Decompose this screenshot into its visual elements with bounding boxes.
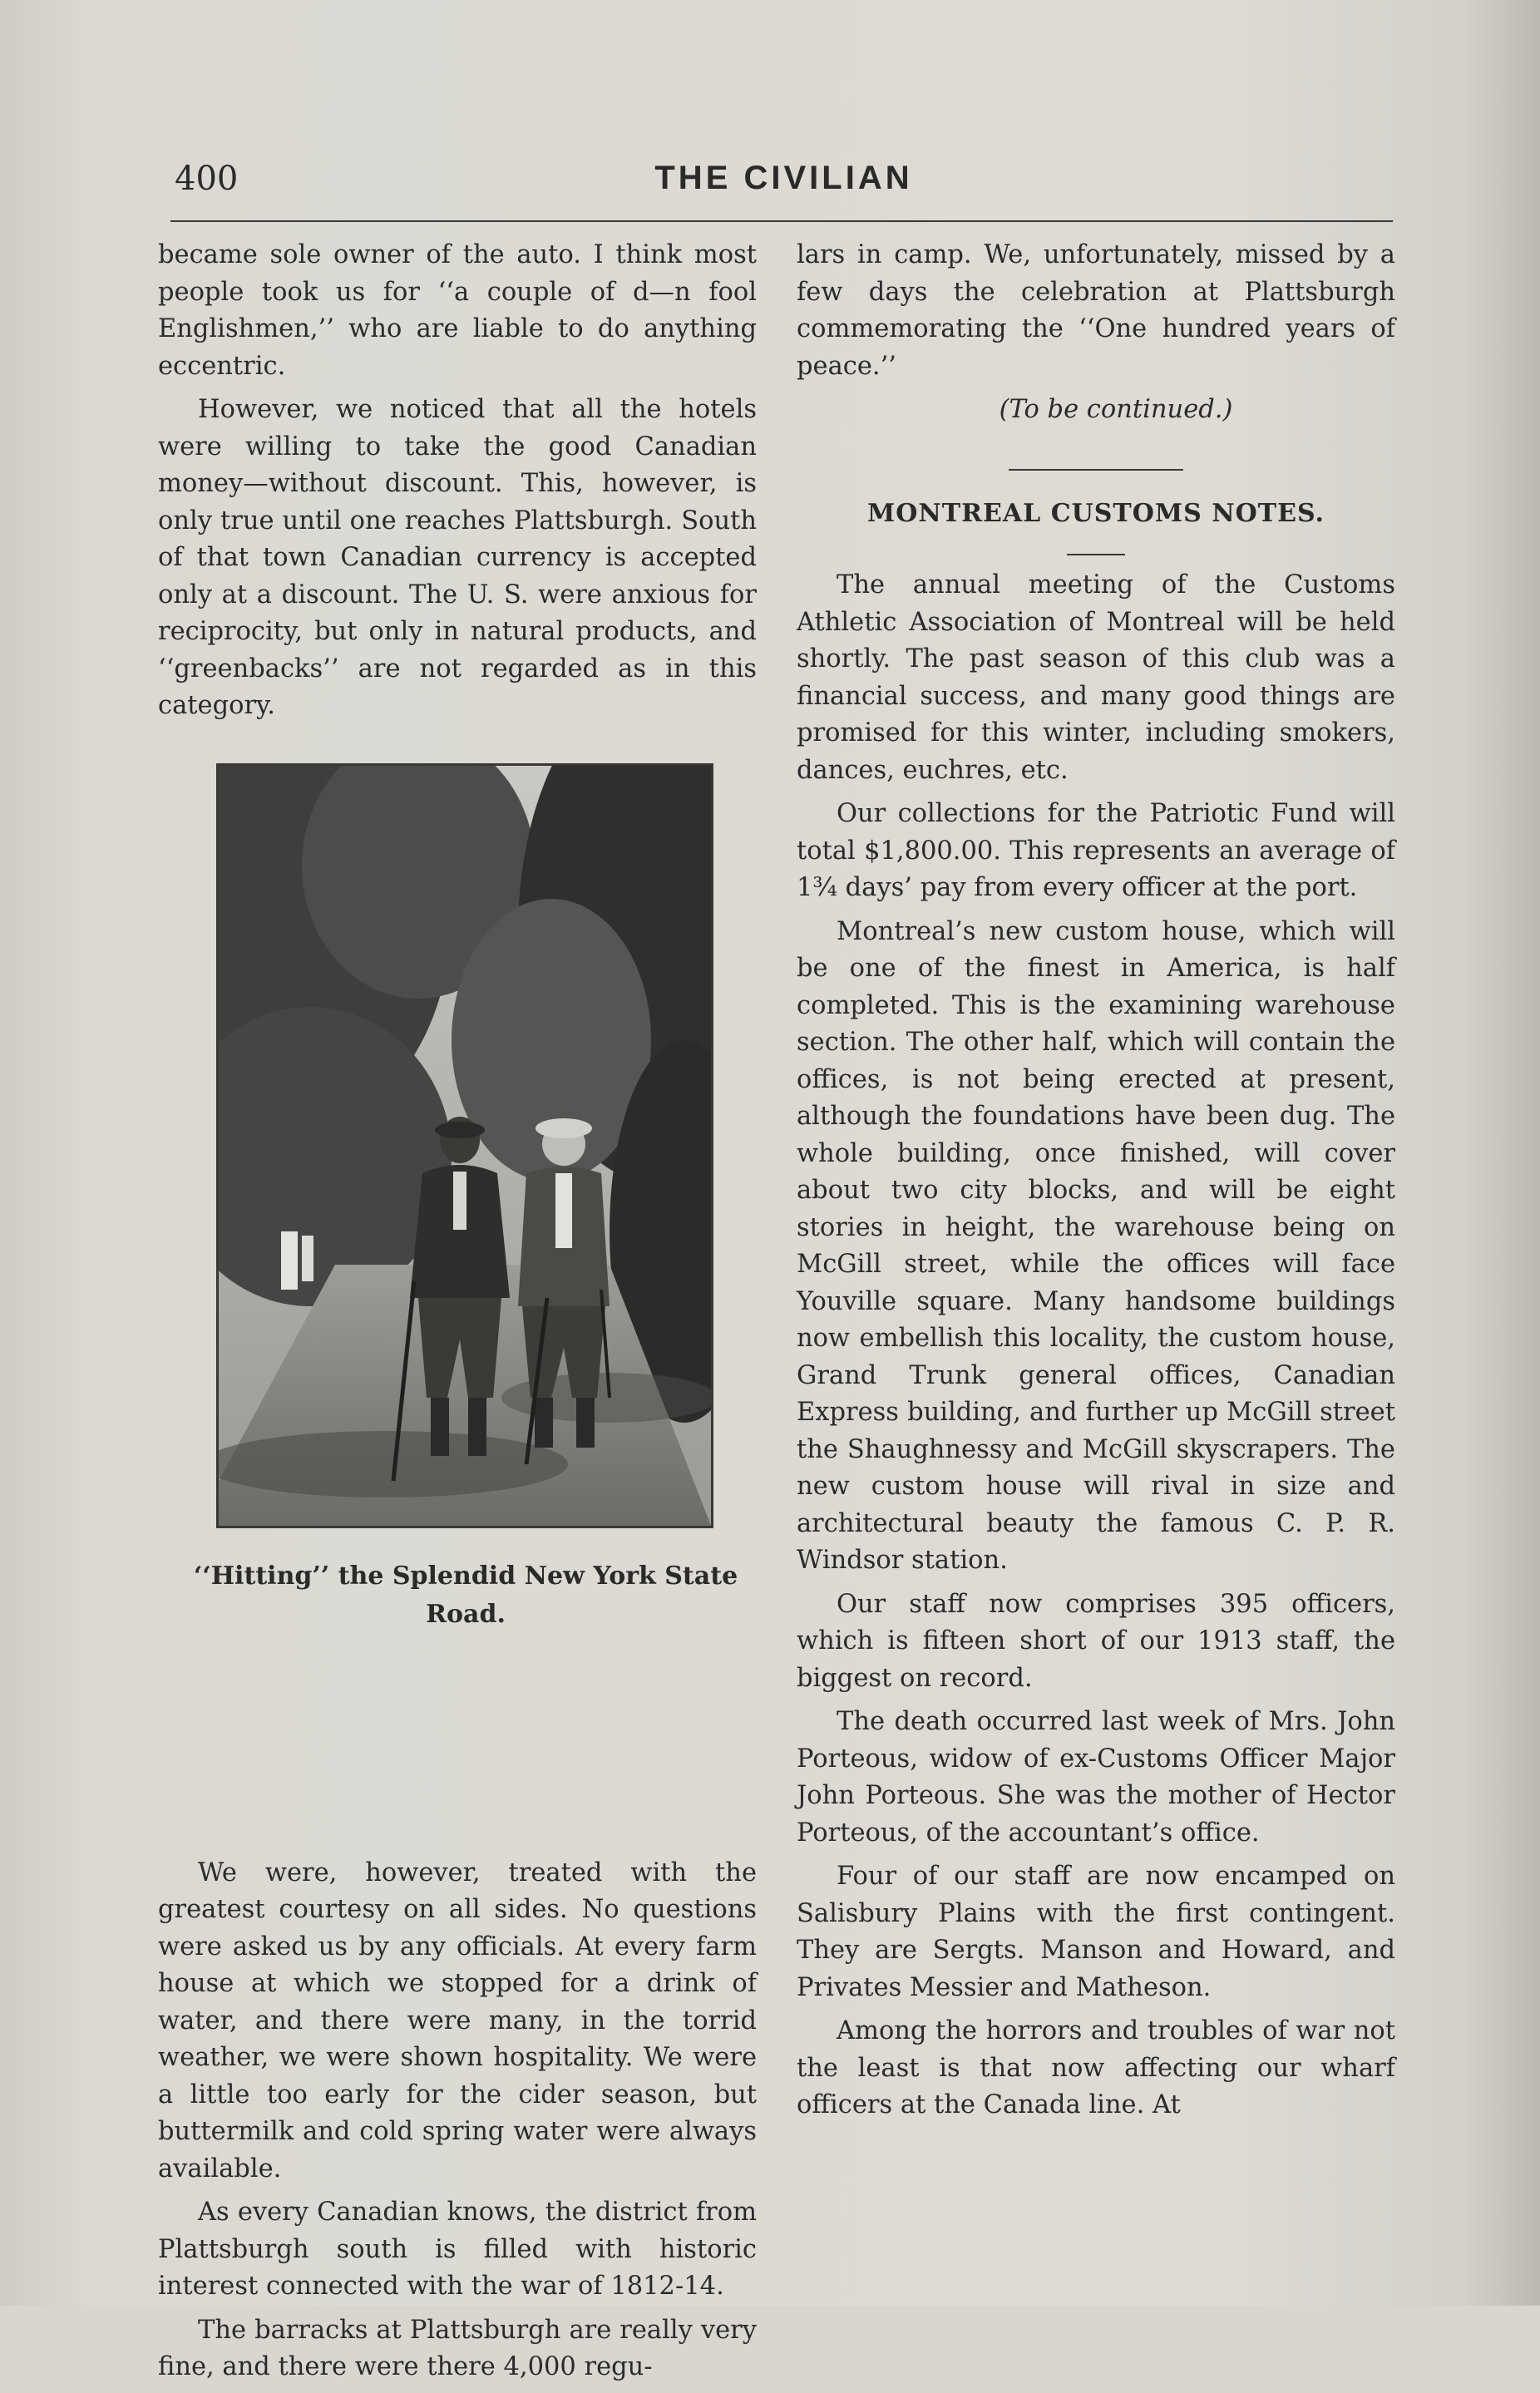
paragraph: became sole owner of the auto. I think most people took us for ‘‘a couple of d—n fool Englishmen,’’ who are liable to do anything eccentric. — [158, 240, 757, 381]
section-divider — [1009, 469, 1183, 471]
paragraph: The death occurred last week of Mrs. John Porteous, widow of ex-Customs Officer Major John Porteous. She was the mother of Hector Porteous, of the accountant’s office. — [797, 1707, 1395, 1848]
paragraph: However, we noticed that all the hotels were willing to take the good Canadian money—without discount. This, however, is only true until one reaches Plattsburgh. South of that town Canadian currency is accepted only at a discount. The U. S. were anxious for reciprocity, but only in natural products, and ‘‘greenbacks’’ are not regarded as in this category. — [158, 395, 757, 720]
paragraph: The annual meeting of the Customs Athletic Association of Montreal will be held shortly. The past season of this club was a financial success, and many good things are promised for this winter, including smokers, dances, euchres, etc. — [797, 570, 1395, 785]
section-title: MONTREAL CUSTOMS NOTES. — [867, 498, 1325, 528]
journal-title: THE CIVILIAN — [654, 160, 913, 196]
paragraph: lars in camp. We, unfortunately, missed by a few days the celebration at Plattsburgh commemorating the ‘‘One hundred years of peace.’’ — [797, 240, 1395, 381]
photo-caption: ‘‘Hitting’’ the Splendid New York State Road. — [193, 1561, 738, 1629]
paragraph: Montreal’s new custom house, which will be one of the finest in America, is half completed. This is the examining warehouse section. The other half, which will contain the offices, is not being erected at present, although the foundations have been dug. The whole building, once finished, will cover about two city blocks, and will be eight stories in height, the warehouse being on McGill street, while the offices will face Youville square. Many handsome buildings now embellish this locality, the custom house, Grand Trunk general offices, Canadian Express building, and further up McGill street the Shaughnessy and McGill skyscrapers. The new custom house will rival in size and architectural beauty the famous C. P. R. Windsor station. — [797, 916, 1395, 1575]
page-header — [175, 160, 1393, 210]
right-column — [797, 237, 1395, 2131]
page-number: 400 — [175, 160, 239, 198]
paragraph: Four of our staff are now encamped on Salisbury Plains with the first contingent. They are Sergts. Manson and Howard, and Privates Messier and Matheson. — [797, 1862, 1395, 2002]
paragraph: Among the horrors and troubles of war not the least is that now affecting our wharf officers at the Canada line. At — [797, 2016, 1395, 2119]
paragraph: Our collections for the Patriotic Fund will total $1,800.00. This represents an average of 1¾ days’ pay from every officer at the port. — [797, 799, 1395, 902]
photograph — [216, 763, 713, 1528]
paragraph: Our staff now comprises 395 officers, which is fifteen short of our 1913 staff, the biggest on record. — [797, 1589, 1395, 1693]
left-column — [158, 237, 757, 2393]
paragraph: We were, however, treated with the greatest courtesy on all sides. No questions were asked us by any officials. At every farm house at which we stopped for a drink of water, and there were many, in the torrid weather, we were shown hospitality. We were a little too early for the cider season, but buttermilk and cold spring water were always available. — [158, 1858, 757, 2183]
paragraph: The barracks at Plattsburgh are really very fine, and there were there 4,000 regu- — [158, 2315, 757, 2381]
header-rule — [170, 220, 1393, 222]
title-divider — [1067, 554, 1125, 555]
to-be-continued-note: (To be continued.) — [999, 395, 1233, 424]
paragraph: As every Canadian knows, the district from Plattsburgh south is filled with historic interest connected with the war of 1812-14. — [158, 2198, 757, 2301]
photo-figure — [193, 763, 738, 1855]
